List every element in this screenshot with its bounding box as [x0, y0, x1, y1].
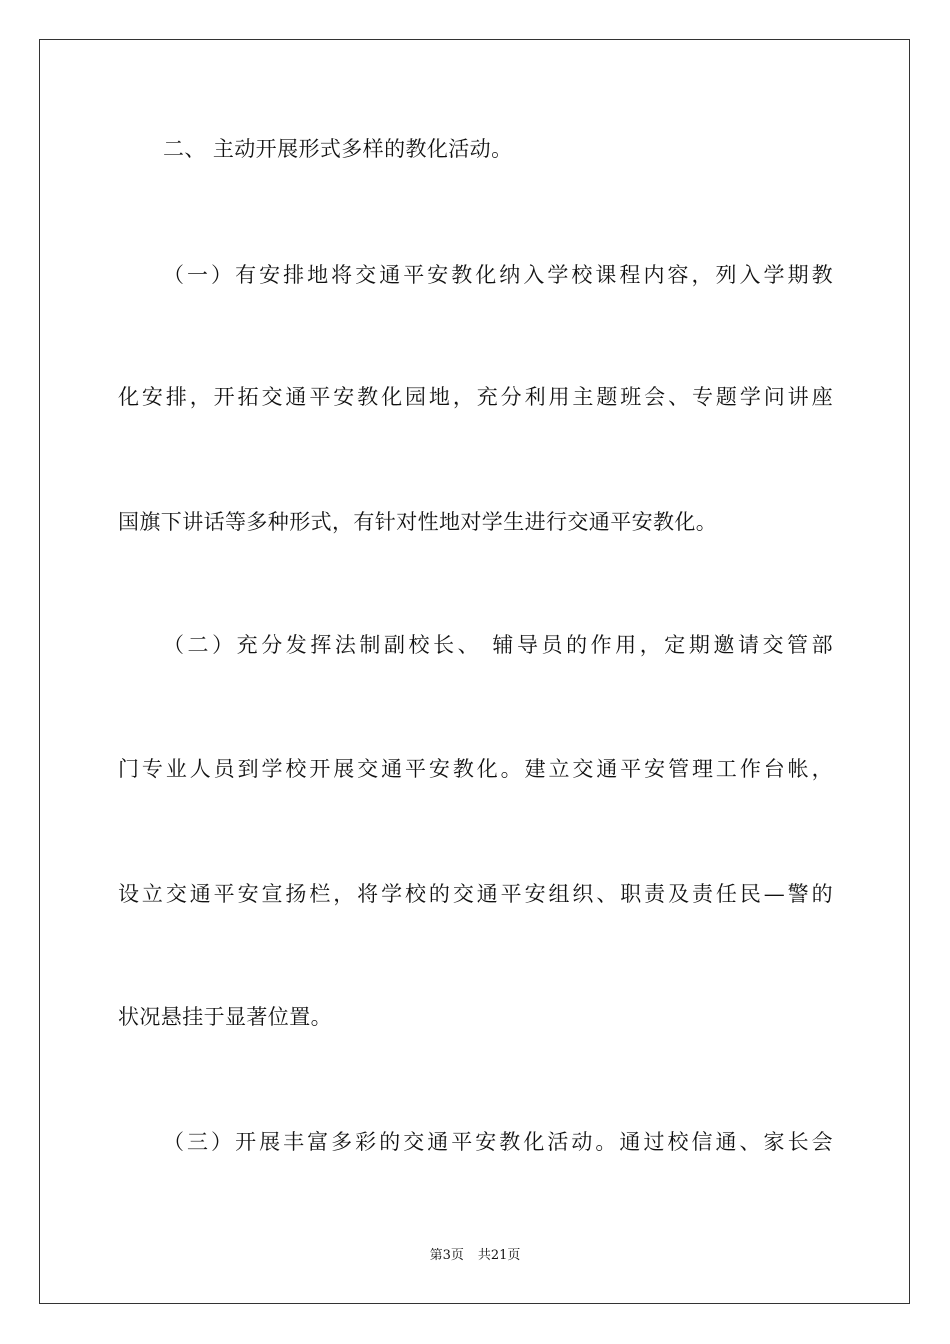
section-heading: 二、 主动开展形式多样的教化活动。: [163, 137, 513, 161]
paragraph-line: （三）开展丰富多彩的交通平安教化活动。通过校信通、家长会: [163, 1130, 833, 1154]
paragraph-line: 门专业人员到学校开展交通平安教化。建立交通平安管理工作台帐，: [118, 757, 833, 781]
page-footer: [0, 1247, 950, 1265]
page-border: [39, 39, 910, 1304]
paragraph-line: 状况悬挂于显著位置。: [118, 1005, 332, 1029]
paragraph-line: 化安排，开拓交通平安教化园地，充分利用主题班会、专题学问讲座: [118, 385, 833, 409]
paragraph-line: 国旗下讲话等多种形式，有针对性地对学生进行交通平安教化。: [118, 510, 718, 534]
total-pages: 共21页: [477, 1248, 521, 1263]
page-number: 第3页: [429, 1248, 464, 1263]
paragraph-line: （一）有安排地将交通平安教化纳入学校课程内容，列入学期教: [163, 263, 833, 287]
paragraph-line: 设立交通平安宣扬栏，将学校的交通平安组织、职责及责任民—警的: [118, 882, 833, 906]
paragraph-line: （二）充分发挥法制副校长、 辅导员的作用，定期邀请交管部: [163, 633, 833, 657]
